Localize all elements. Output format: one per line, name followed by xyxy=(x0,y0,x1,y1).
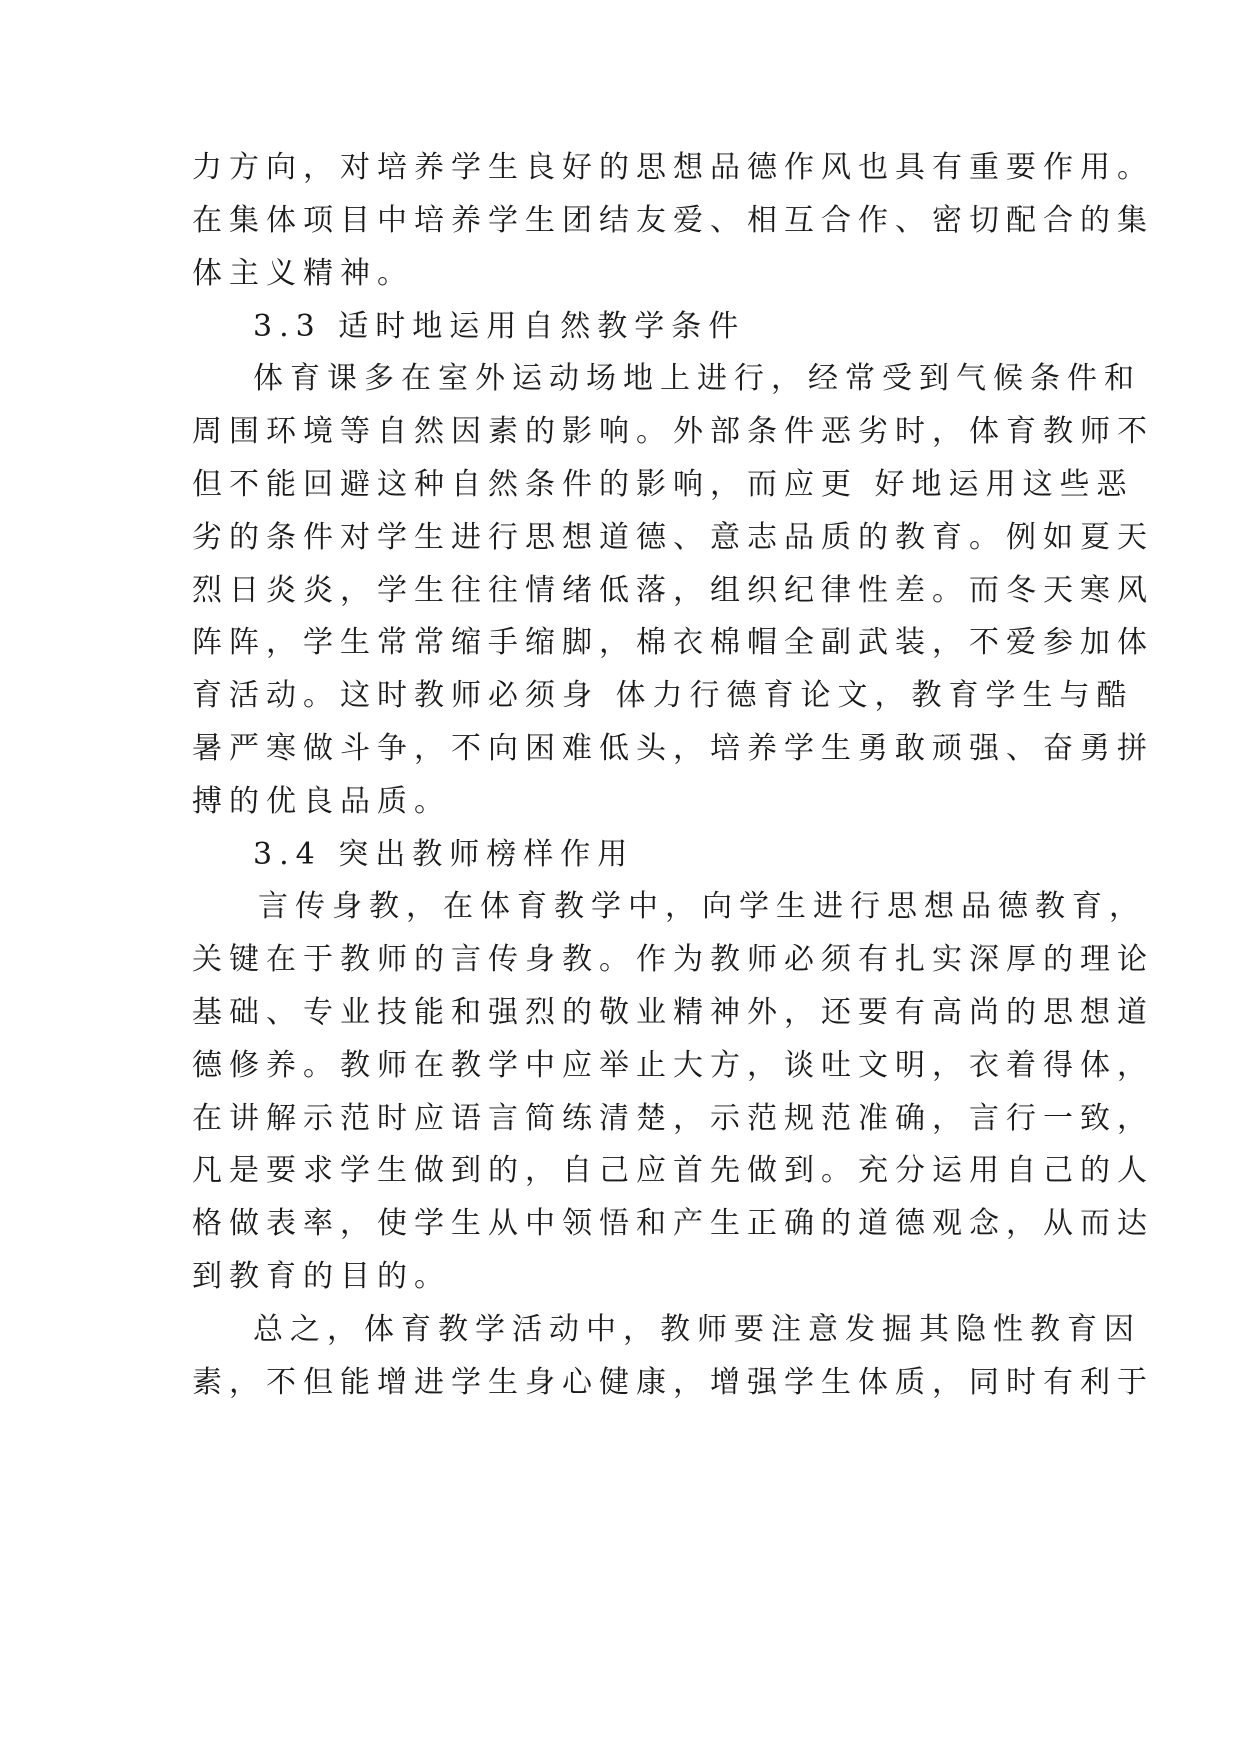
text-line: 总之，体育教学活动中，教师要注意发掘其隐性教育因 xyxy=(253,1312,1141,1347)
text-line: 烈日炎炎，学生往往情绪低落，组织纪律性差。而冬天寒风 xyxy=(192,573,1154,608)
text-line: 在集体项目中培养学生团结友爱、相互合作、密切配合的集 xyxy=(192,203,1154,238)
text-line: 在讲解示范时应语言简练清楚，示范规范准确，言行一致， xyxy=(192,1101,1154,1136)
text-line: 但不能回避这种自然条件的影响，而应更 好地运用这些恶 xyxy=(192,467,1134,502)
section-heading-3-4: 3.4 突出教师榜样作用 xyxy=(253,837,635,872)
text-line: 素，不但能增进学生身心健康，增强学生体质，同时有利于 xyxy=(192,1365,1154,1400)
text-line: 阵阵，学生常常缩手缩脚，棉衣棉帽全副武装，不爱参加体 xyxy=(192,625,1154,660)
text-line: 关键在于教师的言传身教。作为教师必须有扎实深厚的理论 xyxy=(192,942,1154,977)
text-line: 言传身教，在体育教学中，向学生进行思想品德教育， xyxy=(258,889,1146,924)
text-line: 格做表率，使学生从中领悟和产生正确的道德观念，从而达 xyxy=(192,1206,1154,1241)
text-line: 育活动。这时教师必须身 体力行德育论文，教育学生与酷 xyxy=(192,678,1134,713)
text-line: 凡是要求学生做到的，自己应首先做到。充分运用自己的人 xyxy=(192,1153,1154,1188)
text-line: 到教育的目的。 xyxy=(192,1259,451,1294)
text-line: 暑严寒做斗争，不向困难低头，培养学生勇敢顽强、奋勇拼 xyxy=(192,731,1154,766)
section-heading-3-3: 3.3 适时地运用自然教学条件 xyxy=(253,309,746,344)
text-line: 劣的条件对学生进行思想道德、意志品质的教育。例如夏天 xyxy=(192,520,1154,555)
text-line: 体主义精神。 xyxy=(192,256,414,291)
text-line: 周围环境等自然因素的影响。外部条件恶劣时，体育教师不 xyxy=(192,414,1154,449)
text-line: 体育课多在室外运动场地上进行，经常受到气候条件和 xyxy=(253,361,1141,396)
text-line: 力方向，对培养学生良好的思想品德作风也具有重要作用。 xyxy=(192,150,1154,185)
text-line: 搏的优良品质。 xyxy=(192,784,451,819)
text-line: 德修养。教师在教学中应举止大方，谈吐文明，衣着得体， xyxy=(192,1048,1154,1083)
text-line: 基础、专业技能和强烈的敬业精神外，还要有高尚的思想道 xyxy=(192,995,1154,1030)
